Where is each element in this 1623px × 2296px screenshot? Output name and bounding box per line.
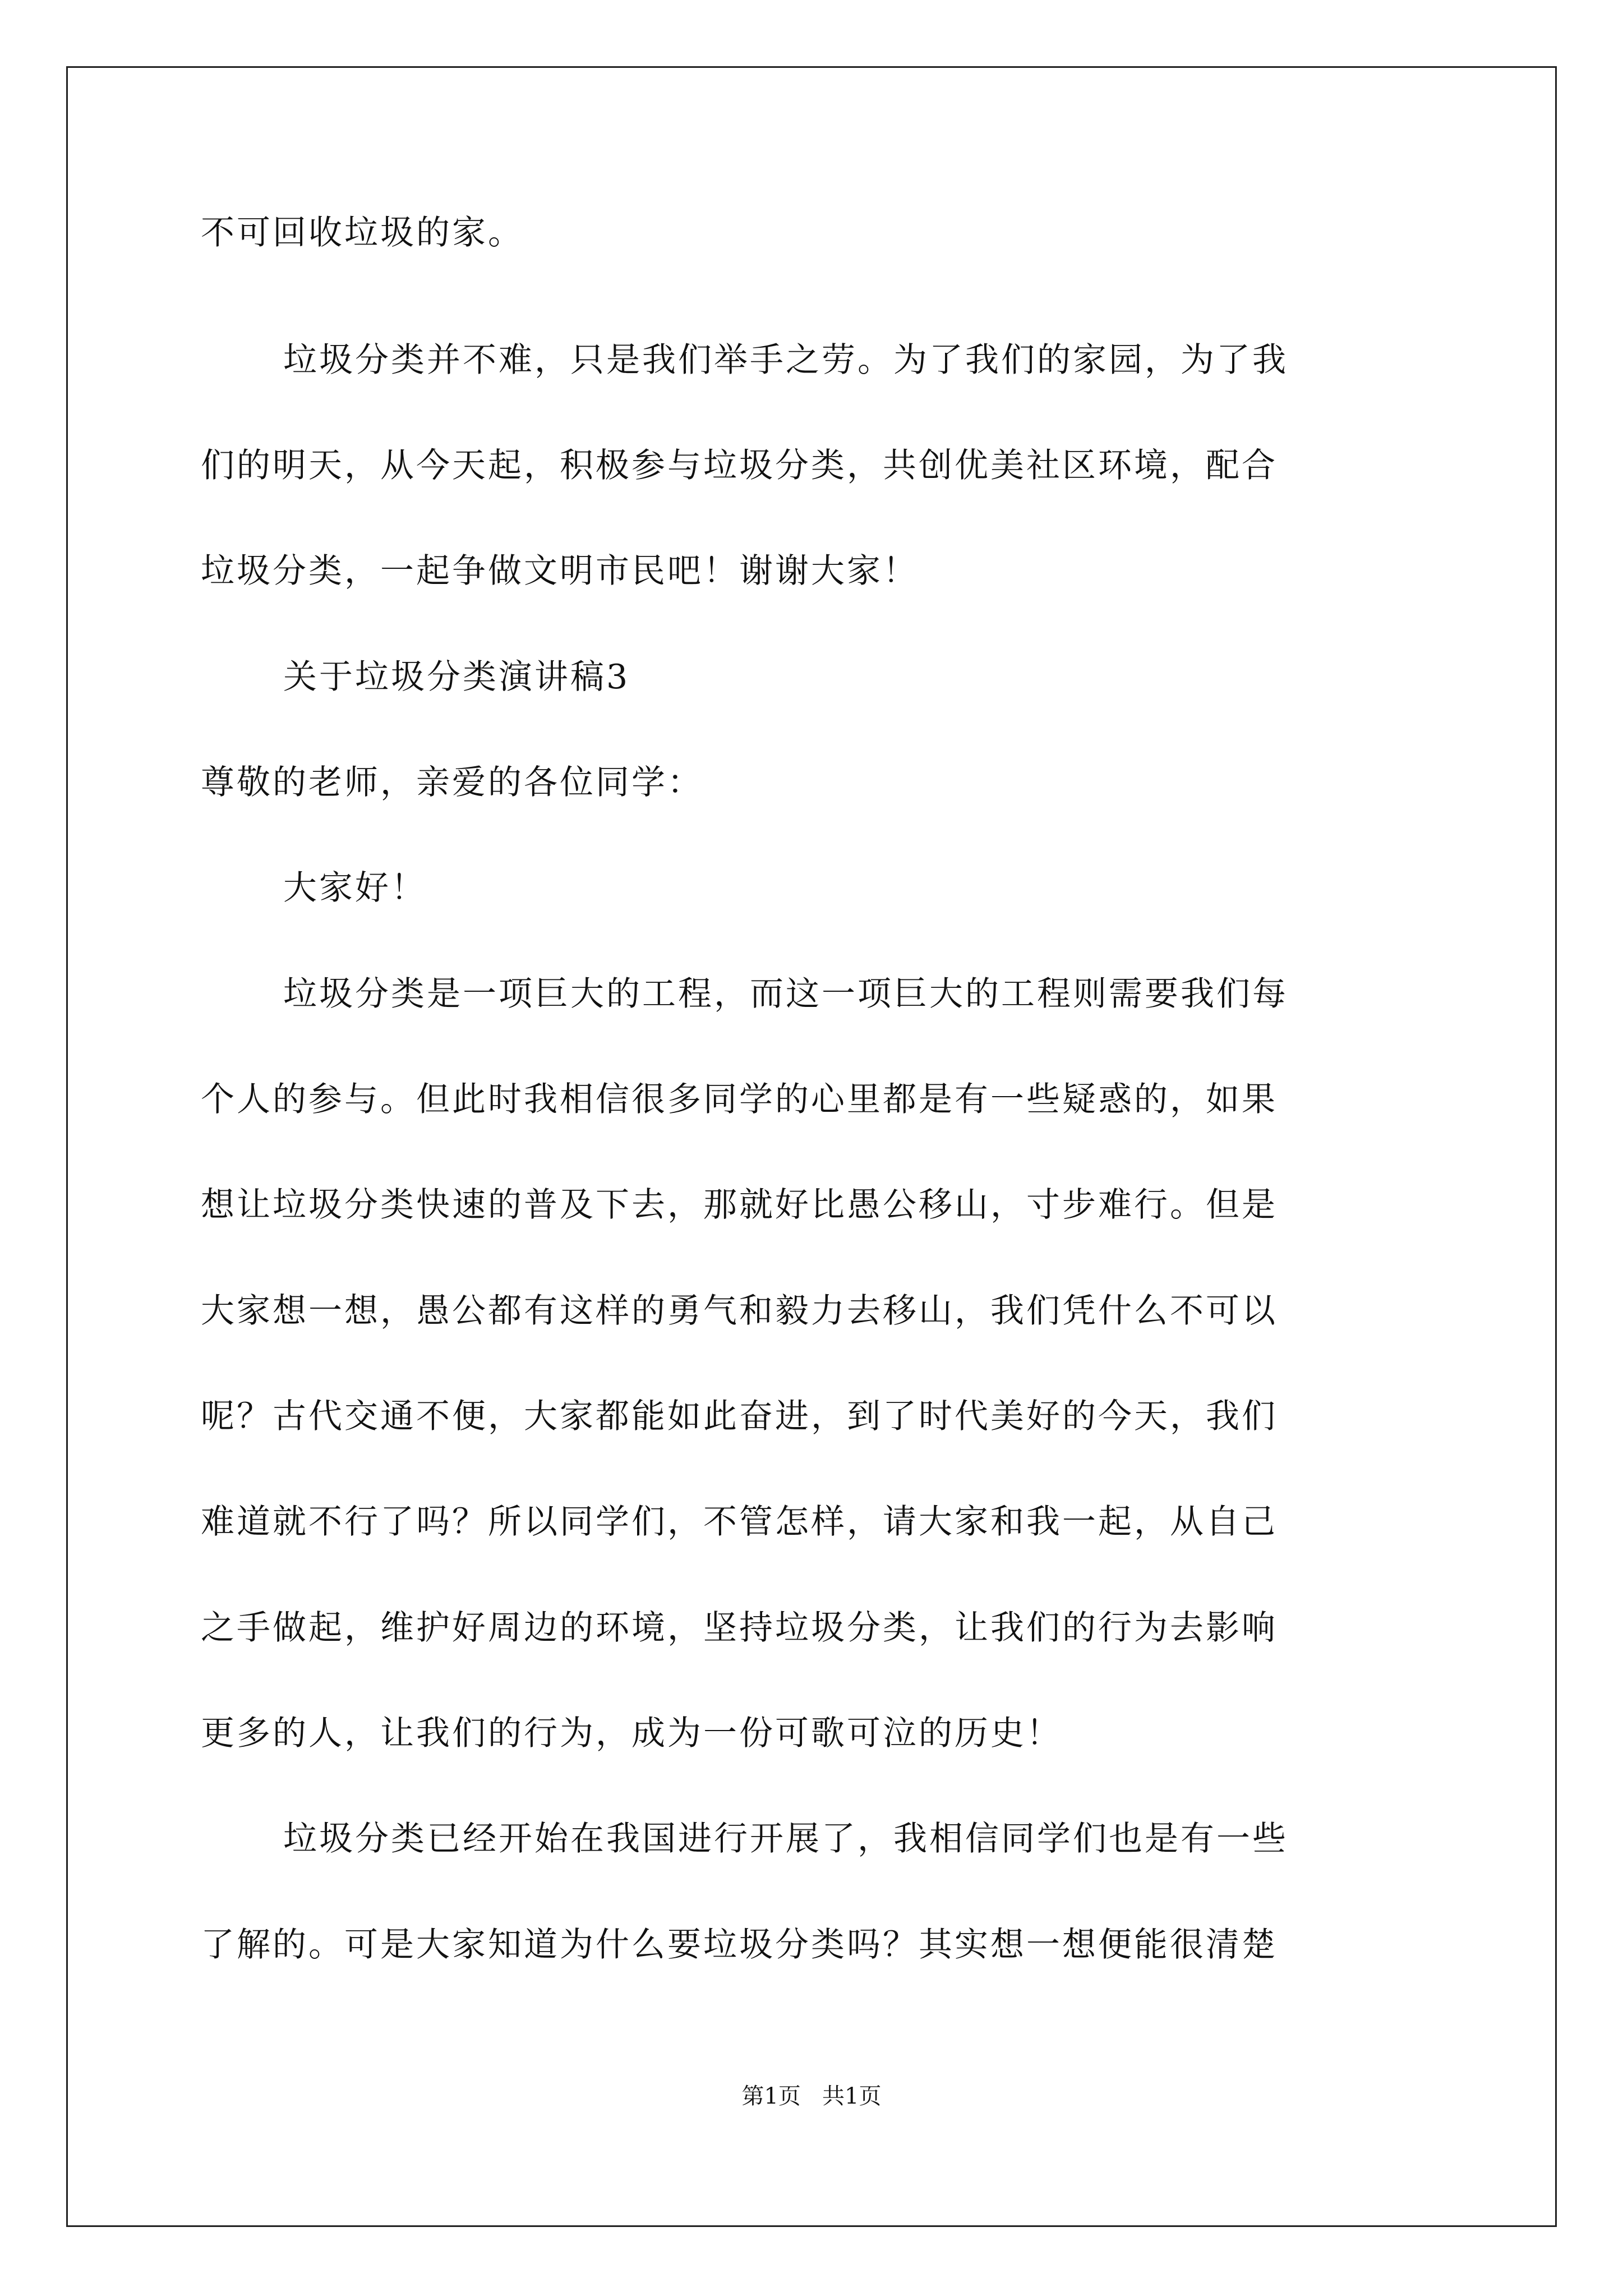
text-line: 们的明天，从今天起，积极参与垃圾分类，共创优美社区环境，配合 (201, 446, 1278, 485)
section-heading: 关于垃圾分类演讲稿3 (283, 657, 630, 697)
text-line: 垃圾分类，一起争做文明市民吧！谢谢大家！ (201, 551, 919, 591)
text-line: 垃圾分类是一项巨大的工程，而这一项巨大的工程则需要我们每 (283, 974, 1288, 1014)
text-line: 大家想一想，愚公都有这样的勇气和毅力去移山，我们凭什么不可以 (201, 1291, 1278, 1331)
text-line: 更多的人，让我们的行为，成为一份可歌可泣的历史！ (201, 1714, 1062, 1753)
text-line: 之手做起，维护好周边的环境，坚持垃圾分类，让我们的行为去影响 (201, 1608, 1278, 1648)
page-footer: 第1页 共1页 (741, 2083, 882, 2109)
page-border (66, 66, 1557, 2227)
greeting: 大家好！ (283, 868, 427, 908)
text-line: 不可回收垃圾的家。 (201, 213, 524, 252)
salutation: 尊敬的老师，亲爱的各位同学： (201, 763, 703, 802)
text-line: 垃圾分类并不难，只是我们举手之劳。为了我们的家园，为了我 (283, 341, 1288, 380)
text-line: 难道就不行了吗？所以同学们，不管怎样，请大家和我一起，从自己 (201, 1502, 1278, 1542)
text-line: 呢？古代交通不便，大家都能如此奋进，到了时代美好的今天，我们 (201, 1397, 1278, 1436)
text-line: 垃圾分类已经开始在我国进行开展了，我相信同学们也是有一些 (283, 1819, 1288, 1858)
text-line: 了解的。可是大家知道为什么要垃圾分类吗？其实想一想便能很清楚 (201, 1925, 1278, 1964)
text-line: 个人的参与。但此时我相信很多同学的心里都是有一些疑惑的，如果 (201, 1080, 1278, 1119)
text-line: 想让垃圾分类快速的普及下去，那就好比愚公移山，寸步难行。但是 (201, 1185, 1278, 1225)
